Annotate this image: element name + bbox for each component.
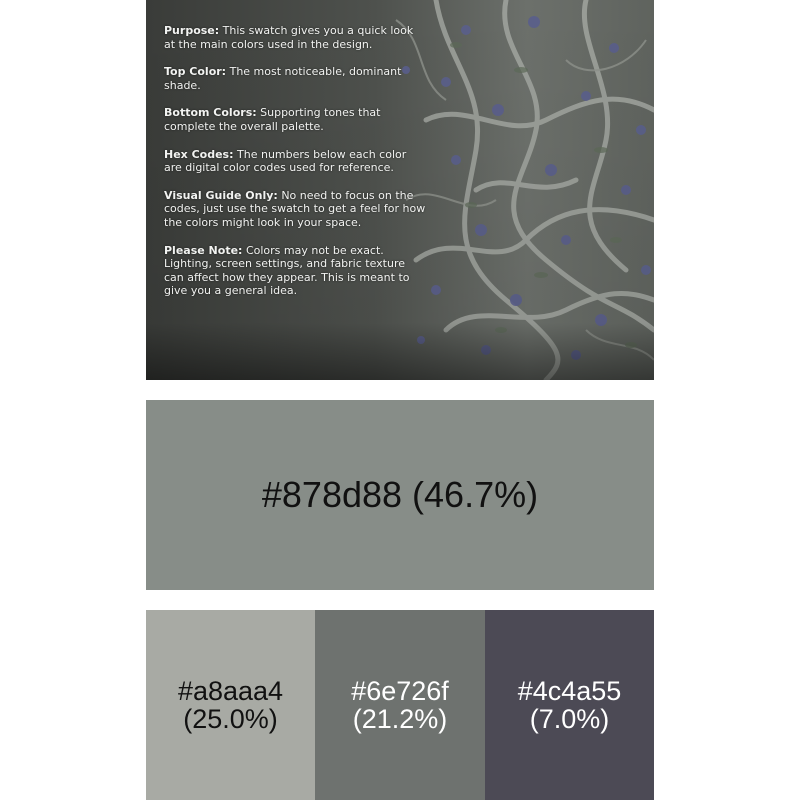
swatch-notes	[164, 24, 426, 312]
note-hex-codes: Hex Codes: The numbers below each color are digital color codes used for reference.	[164, 147, 407, 175]
product-image	[146, 0, 654, 380]
note-purpose: Purpose: This swatch gives you a quick look at the main colors used in the design.	[164, 24, 414, 51]
note-please-note: Please Note: Colors may not be exact. Lighting, screen settings, and fabric texture can affect how they appear. This is meant to give you a general idea.	[164, 243, 410, 298]
note-bottom-colors: Bottom Colors: Supporting tones that complete the overall palette.	[164, 106, 381, 133]
primary-color-swatch	[146, 400, 654, 590]
swatch-hex-code: #6e726f	[351, 676, 449, 706]
swatch-percent: (21.2%)	[352, 704, 448, 734]
secondary-color-swatch-1	[146, 610, 315, 800]
swatch-percent: (7.0%)	[529, 704, 610, 734]
secondary-color-swatch-2	[315, 610, 485, 800]
secondary-color-swatch-3	[485, 610, 654, 800]
swatch-percent: (25.0%)	[183, 704, 278, 734]
note-top-color: Top Color: The most noticeable, dominant shade.	[164, 65, 402, 92]
swatch-hex-code: #4c4a55	[517, 676, 622, 706]
swatch-hex-code: #a8aaa4	[177, 676, 284, 706]
note-visual-guide: Visual Guide Only: No need to focus on the codes, just use the swatch to get a feel for how the colors might look in your space.	[164, 188, 426, 229]
primary-color-label: #878d88 (46.7%)	[261, 474, 539, 515]
